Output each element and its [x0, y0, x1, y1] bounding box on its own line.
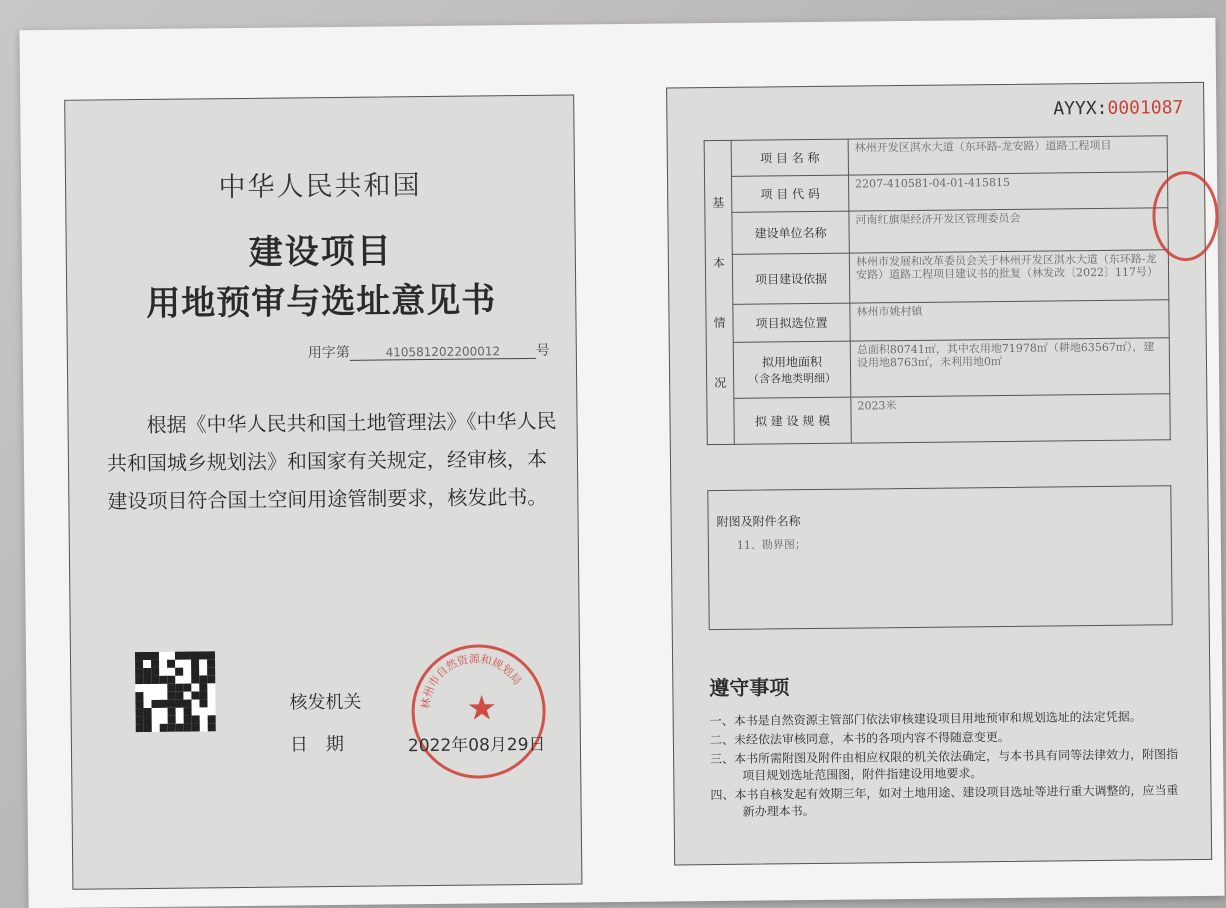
qr-module	[135, 700, 143, 708]
qr-module	[183, 668, 191, 676]
row-label: 项 目 名 称	[731, 139, 848, 176]
official-seal-right-icon	[1152, 171, 1219, 262]
row-value: 总面积80741㎡，其中农用地71978㎡（耕地63567㎡），建设用地8763㎡，未利用地0㎡	[850, 338, 1170, 397]
attachments-box	[707, 485, 1172, 630]
qr-module	[135, 676, 143, 684]
qr-module	[199, 667, 207, 675]
qr-module	[159, 692, 167, 700]
row-value: 2207-410581-04-01-415815	[848, 172, 1167, 211]
qr-module	[144, 716, 152, 724]
qr-module	[151, 668, 159, 676]
qr-module	[167, 668, 175, 676]
qr-module	[167, 660, 175, 668]
qr-module	[167, 652, 175, 660]
qr-module	[191, 651, 199, 659]
row-label: 建设单位名称	[732, 211, 849, 254]
qr-module	[176, 708, 184, 716]
serial-value: 0001087	[1107, 97, 1184, 119]
qr-module	[183, 692, 191, 700]
note-item: 一、本书是自然资源主管部门依法审核建设项目用地预审和规划选址的法定凭据。	[709, 709, 1142, 729]
number-value: 410581202200012	[350, 344, 536, 361]
note-item: 四、本书自核发起有效期三年，如对土地用途、建设项目选址等进行重大调整的，应当重新办理本书。	[710, 783, 1179, 819]
qr-module	[208, 715, 216, 723]
qr-module	[135, 684, 143, 692]
row-label: 项目建设依据	[732, 253, 850, 304]
issue-date: 2022年08月29日	[407, 734, 546, 757]
qr-module	[152, 724, 160, 732]
qr-module	[191, 683, 199, 691]
serial-number	[1053, 97, 1183, 119]
qr-module	[208, 707, 216, 715]
qr-module	[143, 660, 151, 668]
qr-module	[159, 652, 167, 660]
qr-module	[151, 676, 159, 684]
qr-module	[167, 676, 175, 684]
qr-module	[143, 668, 151, 676]
qr-module	[191, 691, 199, 699]
doc-title-line2: 用地预审与选址意见书	[146, 280, 497, 324]
row-label: 拟 建 设 规 模	[734, 397, 851, 444]
qr-module	[175, 652, 183, 660]
qr-module	[143, 684, 151, 692]
side-label: 基 本 情 况	[704, 140, 734, 444]
qr-module	[152, 708, 160, 716]
qr-module	[207, 675, 215, 683]
qr-module	[200, 715, 208, 723]
qr-module	[191, 659, 199, 667]
qr-module	[168, 724, 176, 732]
certificate-sheet	[19, 18, 1224, 908]
qr-module	[136, 708, 144, 716]
qr-module	[167, 700, 175, 708]
qr-module	[192, 723, 200, 731]
notes-title: 遵守事项	[709, 675, 790, 701]
qr-module	[191, 667, 199, 675]
qr-module	[199, 691, 207, 699]
qr-module	[183, 700, 191, 708]
qr-module	[184, 708, 192, 716]
qr-module	[199, 699, 207, 707]
qr-module	[143, 676, 151, 684]
number-prefix: 用字第	[307, 344, 350, 362]
qr-module	[207, 683, 215, 691]
qr-module	[184, 716, 192, 724]
qr-module	[167, 692, 175, 700]
qr-module	[143, 700, 151, 708]
qr-module	[183, 660, 191, 668]
qr-module	[175, 684, 183, 692]
note-item: 二、未经依法审核同意，本书的各项内容不得随意变更。	[709, 729, 1010, 748]
qr-module	[184, 724, 192, 732]
left-page	[64, 94, 582, 889]
qr-module	[183, 684, 191, 692]
qr-module	[207, 667, 215, 675]
qr-module	[191, 699, 199, 707]
qr-module	[183, 676, 191, 684]
qr-module	[207, 691, 215, 699]
right-page	[666, 82, 1212, 866]
qr-module	[135, 668, 143, 676]
qr-module	[199, 683, 207, 691]
qr-module	[160, 716, 168, 724]
qr-module	[175, 676, 183, 684]
qr-module	[199, 651, 207, 659]
qr-module	[168, 716, 176, 724]
qr-module	[151, 684, 159, 692]
qr-module	[176, 724, 184, 732]
qr-module	[207, 699, 215, 707]
qr-module	[191, 675, 199, 683]
note-item: 三、本书所需附图及附件由相应权限的机关依法确定，与本书具有同等法律效力，附图指项目规划选址范围图，附件指建设用地要求。	[710, 747, 1179, 783]
qr-module	[175, 692, 183, 700]
qr-module	[152, 716, 160, 724]
row-label: 项 目 代 码	[732, 175, 849, 212]
official-seal-icon	[411, 644, 546, 779]
qr-module	[168, 708, 176, 716]
qr-module	[176, 716, 184, 724]
row-value: 河南红旗渠经济开发区管理委员会	[849, 208, 1168, 253]
qr-module	[135, 692, 143, 700]
number-suffix: 号	[535, 342, 550, 359]
row-value: 2023米	[851, 394, 1170, 443]
qr-module	[144, 724, 152, 732]
serial-prefix: AYYX:	[1053, 97, 1108, 120]
qr-module	[151, 692, 159, 700]
qr-module	[207, 659, 215, 667]
qr-module	[183, 652, 191, 660]
qr-module	[199, 659, 207, 667]
doc-title-line1: 建设项目	[248, 231, 393, 273]
row-value: 林州市发展和改革委员会关于林州开发区淇水大道（东环路-龙安路）道路工程项目建议书的批复（林发改〔2022〕117号）	[849, 250, 1169, 303]
qr-module	[207, 651, 215, 659]
qr-module	[159, 668, 167, 676]
qr-module	[151, 652, 159, 660]
qr-module	[160, 708, 168, 716]
row-label: 项目拟选位置	[733, 303, 850, 342]
attachments-title: 附图及附件名称	[716, 514, 801, 530]
qr-module	[136, 716, 144, 724]
qr-module	[159, 676, 167, 684]
qr-module	[175, 660, 183, 668]
qr-module	[199, 675, 207, 683]
date-label: 日 期	[289, 733, 345, 756]
qr-module	[200, 723, 208, 731]
qr-module	[143, 652, 151, 660]
attachment-item: 11、勘界图；	[736, 538, 806, 552]
row-label: 拟用地面积 （含各地类明细）	[733, 341, 851, 398]
qr-module	[159, 660, 167, 668]
qr-module	[200, 707, 208, 715]
qr-module	[159, 684, 167, 692]
qr-module	[208, 723, 216, 731]
issuer-label: 核发机关	[289, 691, 362, 714]
row-value: 林州市姚村镇	[850, 300, 1169, 341]
seal-star-icon: ★	[466, 688, 498, 729]
qr-module	[144, 708, 152, 716]
qr-module	[159, 700, 167, 708]
qr-module	[135, 660, 143, 668]
qr-module	[167, 684, 175, 692]
document-number	[308, 340, 550, 363]
qr-module	[192, 715, 200, 723]
qr-module	[175, 668, 183, 676]
qr-module	[135, 652, 143, 660]
qr-module	[151, 660, 159, 668]
svg-text:林州市自然资源和规划局: 林州市自然资源和规划局	[419, 652, 524, 710]
compliance-notes	[709, 667, 1181, 823]
qr-module	[143, 692, 151, 700]
row-value: 林州开发区淇水大道（东环路-龙安路）道路工程项目	[848, 136, 1167, 175]
basic-info-table	[704, 135, 1171, 445]
qr-module	[160, 724, 168, 732]
qr-module	[192, 707, 200, 715]
qr-code-icon	[135, 651, 216, 732]
approval-statement: 根据《中华人民共和国土地管理法》《中华人民共和国城乡规划法》和国家有关规定，经审核，本建设项目符合国土空间用途管制要求，核发此书。	[106, 408, 557, 514]
qr-module	[151, 700, 159, 708]
country-name: 中华人民共和国	[218, 170, 422, 204]
qr-module	[175, 700, 183, 708]
qr-module	[136, 724, 144, 732]
